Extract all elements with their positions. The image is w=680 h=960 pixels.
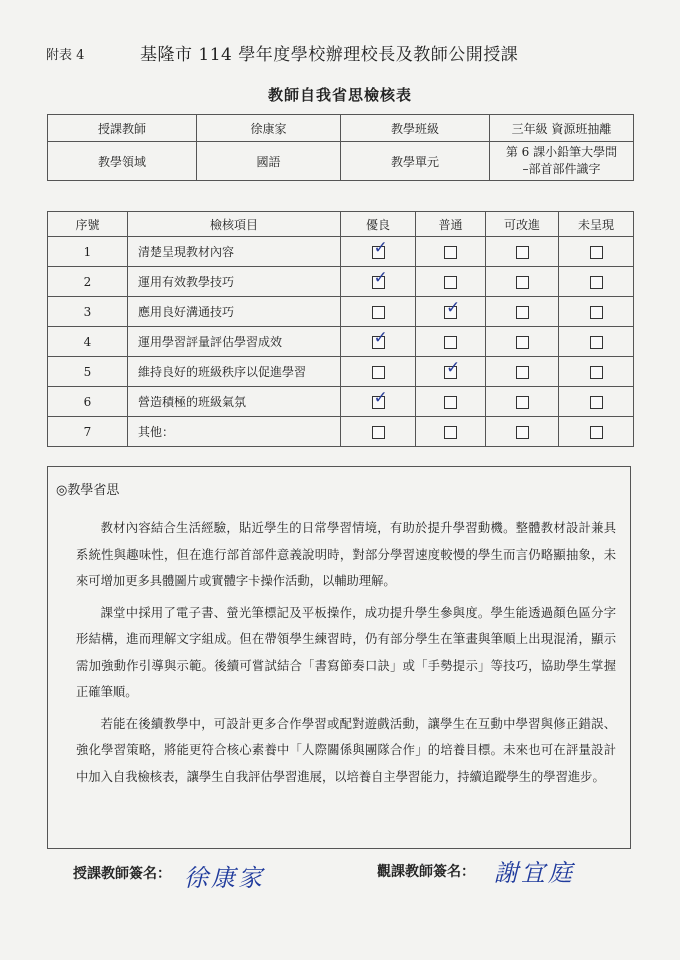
checklist-body (48, 237, 634, 447)
rating-cell (559, 267, 634, 297)
checklist-row (48, 237, 634, 267)
rating-checkbox[interactable] (516, 396, 529, 409)
form-title: 教師自我省思檢核表 (267, 86, 412, 104)
row-item: 維持良好的班級秩序以促進學習 (128, 357, 341, 387)
rating-cell (416, 387, 486, 417)
rating-cell (341, 237, 416, 267)
checkmark-icon: ✓ (373, 237, 388, 258)
row-number: 4 (48, 327, 128, 357)
rating-cell (486, 237, 559, 267)
rating-checkbox[interactable] (590, 396, 603, 409)
rating-cell (559, 297, 634, 327)
row-number: 3 (48, 297, 128, 327)
unit-value-line2: –部首部件識字 (522, 162, 601, 176)
reflection-section (47, 466, 631, 849)
rating-checkbox[interactable] (444, 426, 457, 439)
rating-checkbox[interactable] (372, 267, 388, 289)
rating-cell (416, 267, 486, 297)
rating-cell (486, 357, 559, 387)
checkmark-icon: ✓ (446, 357, 461, 378)
rating-checkbox[interactable] (516, 426, 529, 439)
rating-checkbox[interactable] (444, 297, 461, 319)
checkmark-icon: ✓ (446, 297, 461, 318)
rating-cell (559, 417, 634, 447)
rating-checkbox[interactable] (444, 336, 457, 349)
domain-label: 教學領域 (48, 142, 197, 181)
rating-checkbox[interactable] (590, 246, 603, 259)
rating-cell (486, 267, 559, 297)
observer-signature-label: 觀課教師簽名： (377, 864, 475, 880)
teacher-value: 徐康家 (197, 115, 341, 142)
row-item: 應用良好溝通技巧 (128, 297, 341, 327)
rating-checkbox[interactable] (516, 336, 529, 349)
checkmark-icon: ✓ (373, 387, 388, 408)
row-number: 6 (48, 387, 128, 417)
rating-checkbox[interactable] (590, 366, 603, 379)
rating-checkbox[interactable] (516, 246, 529, 259)
col-header-not-shown: 未呈現 (559, 212, 634, 237)
rating-checkbox[interactable] (516, 276, 529, 289)
teacher-label: 授課教師 (48, 115, 197, 142)
teacher-signature-label: 授課教師簽名： (73, 866, 171, 882)
rating-cell (341, 417, 416, 447)
col-header-item: 檢核項目 (128, 212, 341, 237)
rating-checkbox[interactable] (444, 357, 461, 379)
rating-checkbox[interactable] (372, 237, 388, 259)
row-number: 1 (48, 237, 128, 267)
observer-signature: 謝宜庭 (494, 859, 575, 887)
rating-cell (341, 387, 416, 417)
col-header-excellent: 優良 (341, 212, 416, 237)
col-header-improvable: 可改進 (486, 212, 559, 237)
rating-checkbox[interactable] (444, 396, 457, 409)
rating-cell (486, 417, 559, 447)
reflection-paragraph: 教材內容結合生活經驗，貼近學生的日常學習情境，有助於提升學習動機。整體教材設計兼具系統性與趣味性，但在進行部首部件意義說明時，對部分學習速度較慢的學生而言仍略顯抽象，未來可增加更多具體圖片或實體字卡操作活動，以輔助理解。 (76, 521, 616, 588)
checklist-row (48, 357, 634, 387)
class-label: 教學班級 (341, 115, 490, 142)
domain-value: 國語 (197, 142, 341, 181)
rating-cell (416, 357, 486, 387)
row-number: 2 (48, 267, 128, 297)
rating-cell (486, 327, 559, 357)
row-item: 清楚呈現教材內容 (128, 237, 341, 267)
row-item: 運用有效教學技巧 (128, 267, 341, 297)
checklist-row (48, 297, 634, 327)
rating-checkbox[interactable] (372, 306, 385, 319)
rating-cell (486, 297, 559, 327)
reflection-body (76, 515, 616, 795)
rating-checkbox[interactable] (590, 336, 603, 349)
info-table (47, 114, 634, 181)
unit-value (490, 142, 634, 181)
rating-cell (416, 237, 486, 267)
row-number: 5 (48, 357, 128, 387)
rating-cell (559, 387, 634, 417)
checklist-table (47, 211, 634, 447)
rating-cell (559, 357, 634, 387)
rating-checkbox[interactable] (372, 387, 388, 409)
reflection-heading: ◎教學省思 (56, 483, 120, 498)
row-item: 運用學習評量評估學習成效 (128, 327, 341, 357)
rating-cell (341, 297, 416, 327)
rating-checkbox[interactable] (372, 327, 388, 349)
col-header-average: 普通 (416, 212, 486, 237)
rating-cell (341, 327, 416, 357)
rating-checkbox[interactable] (372, 426, 385, 439)
unit-label: 教學單元 (341, 142, 490, 181)
rating-checkbox[interactable] (590, 426, 603, 439)
reflection-paragraph: 課堂中採用了電子書、螢光筆標記及平板操作，成功提升學生參與度。學生能透過顏色區分字形結構，進而理解文字組成。但在帶領學生練習時，仍有部分學生在筆畫與筆順上出現混淆，顯示需加強動作引導與示範。後續可嘗試結合「書寫節奏口訣」或「手勢提示」等技巧，協助學生掌握正確筆順。 (76, 605, 616, 699)
checklist-row (48, 267, 634, 297)
document-headline: 基隆市 114 學年度學校辦理校長及教師公開授課 (140, 45, 519, 65)
row-item: 營造積極的班級氣氛 (128, 387, 341, 417)
rating-cell (416, 417, 486, 447)
rating-checkbox[interactable] (590, 306, 603, 319)
checklist-row (48, 417, 634, 447)
rating-cell (559, 237, 634, 267)
rating-checkbox[interactable] (444, 246, 457, 259)
rating-cell (341, 267, 416, 297)
rating-cell (559, 327, 634, 357)
row-item: 其他： (128, 417, 341, 447)
col-header-no: 序號 (48, 212, 128, 237)
checkmark-icon: ✓ (373, 327, 388, 348)
rating-checkbox[interactable] (516, 366, 529, 379)
reflection-paragraph: 若能在後續教學中，可設計更多合作學習或配對遊戲活動，讓學生在互動中學習與修正錯誤、強化學習策略，將能更符合核心素養中「人際關係與團隊合作」的培養目標。未來也可在評量設計中加入自我檢核表，讓學生自我評估學習進展，以培養自主學習能力，持續追蹤學生的學習進步。 (76, 716, 616, 784)
checklist-row (48, 327, 634, 357)
unit-value-line1: 第 6 課小鉛筆大學問 (505, 145, 618, 159)
annex-label: 附表 4 (46, 48, 85, 63)
rating-checkbox[interactable] (444, 276, 457, 289)
row-number: 7 (48, 417, 128, 447)
rating-checkbox[interactable] (516, 306, 529, 319)
checklist-row (48, 387, 634, 417)
rating-cell (416, 327, 486, 357)
rating-cell (341, 357, 416, 387)
class-value: 三年級 資源班抽離 (490, 115, 634, 142)
rating-cell (486, 387, 559, 417)
rating-cell (416, 297, 486, 327)
teacher-signature: 徐康家 (184, 864, 265, 892)
checkmark-icon: ✓ (373, 267, 388, 288)
rating-checkbox[interactable] (590, 276, 603, 289)
rating-checkbox[interactable] (372, 366, 385, 379)
